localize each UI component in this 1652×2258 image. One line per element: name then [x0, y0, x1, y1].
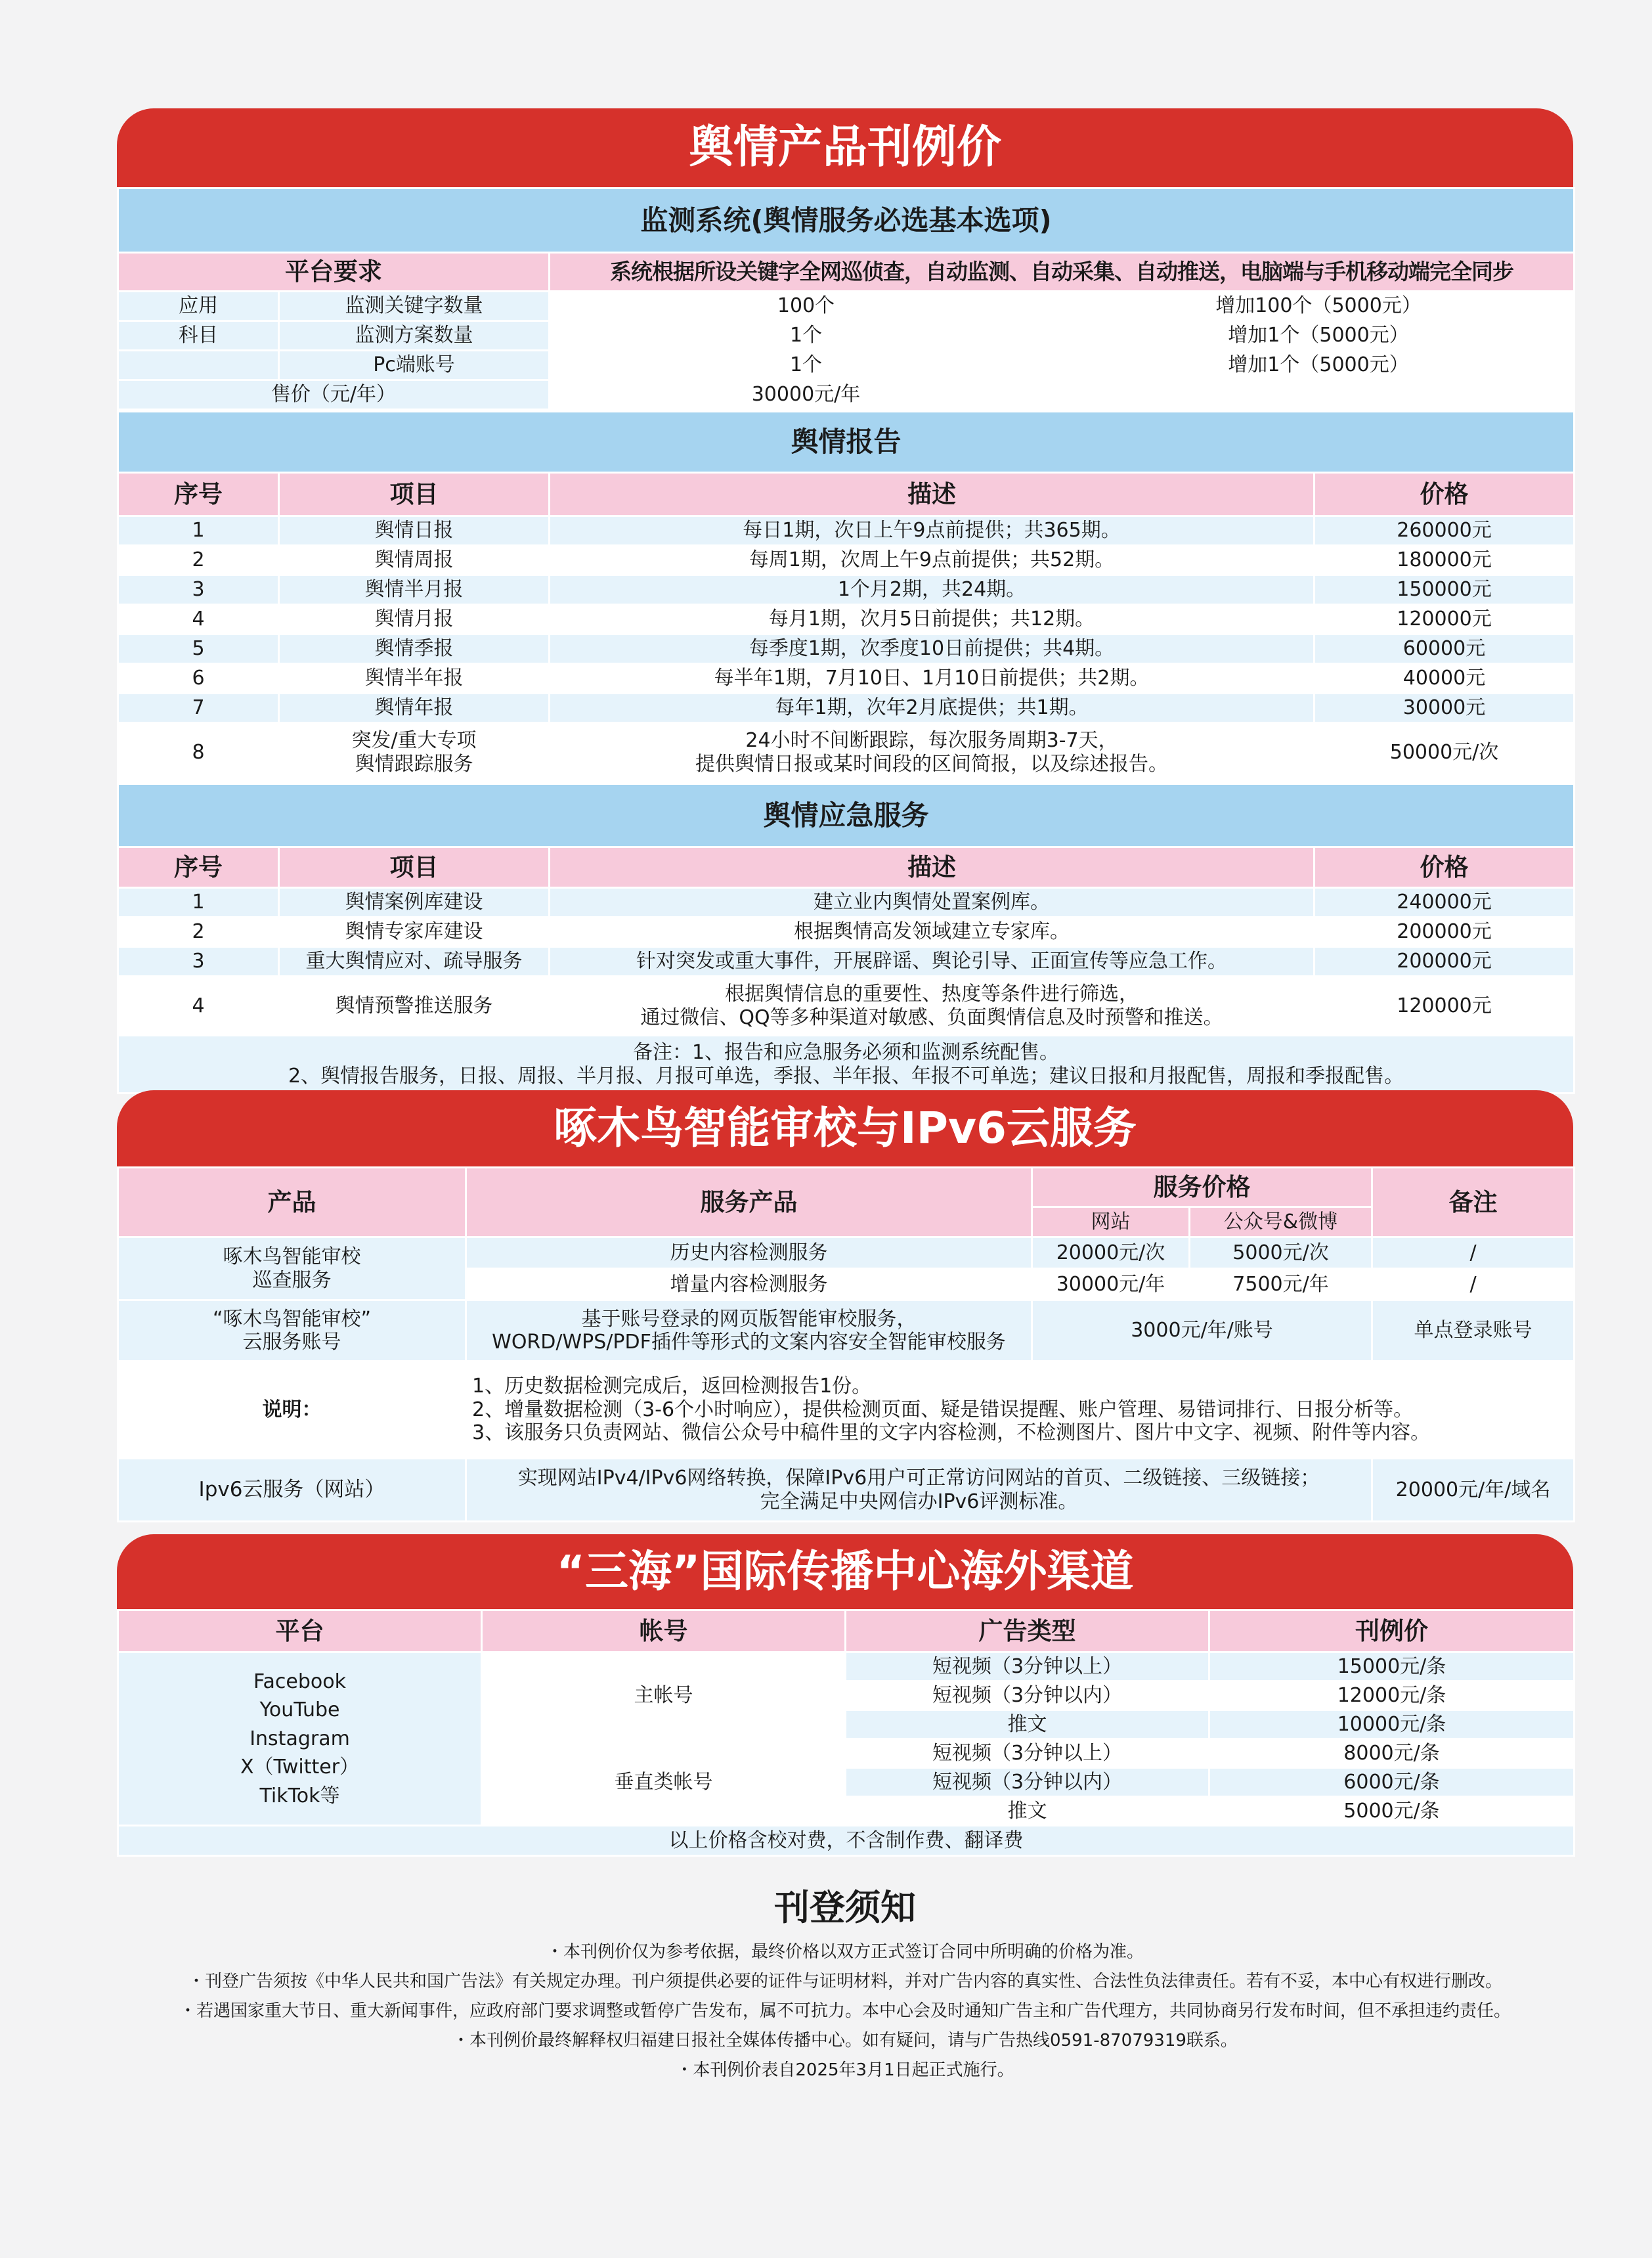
header-no: 序号	[118, 473, 279, 516]
monitor-system-table	[117, 187, 1575, 410]
ad-price: 5000元/条	[1209, 1797, 1575, 1826]
report-desc-multiline	[550, 723, 1315, 782]
emergency-no: 2	[118, 918, 279, 947]
ad-type: 短视频（3分钟以上）	[846, 1739, 1209, 1768]
monitor-price-blank	[1063, 380, 1575, 410]
platform-requirement-label: 平台要求	[118, 253, 550, 292]
product-name-line: 啄木鸟智能审校	[223, 1245, 361, 1269]
section-banner-overseas: “三海”国际传播中心海外渠道	[117, 1534, 1573, 1609]
monitor-item: Pc端账号	[279, 351, 550, 380]
ad-type: 推文	[846, 1797, 1209, 1826]
overseas-table	[117, 1609, 1575, 1857]
report-price: 180000元	[1315, 546, 1575, 575]
report-desc: 每周1期，次周上午9点前提供；共52期。	[550, 546, 1315, 575]
section-banner-public-opinion: 舆情产品刊例价	[117, 108, 1573, 187]
ad-type: 短视频（3分钟以内）	[846, 1768, 1209, 1797]
overseas-channel-section	[117, 1534, 1573, 1857]
header-service-price: 服务价格	[1032, 1168, 1372, 1207]
report-no: 6	[118, 664, 279, 694]
publication-notice	[117, 1878, 1573, 2085]
header-price: 价格	[1315, 847, 1575, 888]
explain-line: 2、增量数据检测（3-6个小时响应），提供检测页面、疑是错误提醒、账户管理、易错词排行、日报分析等。	[472, 1398, 1414, 1421]
emergency-price: 120000元	[1315, 977, 1575, 1036]
report-price: 40000元	[1315, 664, 1575, 694]
cloud-price: 3000元/年/账号	[1032, 1300, 1372, 1361]
audit-table	[117, 1166, 1575, 1522]
monitor-extra: 增加100个（5000元）	[1063, 292, 1575, 321]
emergency-item: 重大舆情应对、疏导服务	[279, 947, 550, 977]
emergency-item: 舆情专家库建设	[279, 918, 550, 947]
platform-youtube: YouTube	[259, 1698, 340, 1722]
header-website: 网站	[1032, 1207, 1190, 1237]
report-desc: 1个月2期，共24期。	[550, 575, 1315, 605]
ipv6-desc	[466, 1459, 1372, 1522]
report-item-line: 突发/重大专项	[351, 729, 477, 753]
section-banner-audit: 啄木鸟智能审校与IPv6云服务	[117, 1090, 1573, 1166]
header-no: 序号	[118, 847, 279, 888]
ad-type: 短视频（3分钟以内）	[846, 1681, 1209, 1710]
emergency-no: 4	[118, 977, 279, 1036]
platform-tiktok: TikTok等	[259, 1784, 340, 1807]
report-item-multiline	[279, 723, 550, 782]
header-account: 帐号	[482, 1610, 846, 1652]
header-desc: 描述	[550, 473, 1315, 516]
emergency-desc: 针对突发或重大事件，开展辟谣、舆论引导、正面宣传等应急工作。	[550, 947, 1315, 977]
audit-price-wechat: 5000元/次	[1190, 1237, 1372, 1269]
monitor-base: 1个	[550, 351, 1063, 380]
report-item: 舆情半月报	[279, 575, 550, 605]
report-title: 舆情报告	[118, 412, 1575, 473]
audit-service: 增量内容检测服务	[466, 1269, 1032, 1300]
platform-requirement-desc: 系统根据所设关键字全网巡侦查，自动监测、自动采集、自动推送，电脑端与手机移动端完全同步	[550, 253, 1575, 292]
ipv6-desc-line: 完全满足中央网信办IPv6评测标准。	[760, 1490, 1078, 1513]
product-name-line: “啄木鸟智能审校”	[212, 1307, 372, 1331]
report-item: 舆情年报	[279, 694, 550, 723]
report-price: 150000元	[1315, 575, 1575, 605]
emergency-title: 舆情应急服务	[118, 784, 1575, 847]
audit-price-web: 30000元/年	[1032, 1269, 1190, 1300]
report-price: 120000元	[1315, 605, 1575, 634]
platform-x-twitter: X（Twitter）	[240, 1756, 360, 1779]
header-rate: 刊例价	[1209, 1610, 1575, 1652]
monitor-item: 监测关键字数量	[279, 292, 550, 321]
ad-type: 推文	[846, 1710, 1209, 1739]
account-vertical: 垂直类帐号	[482, 1739, 846, 1826]
header-ad-type: 广告类型	[846, 1610, 1209, 1652]
audit-price-wechat: 7500元/年	[1190, 1269, 1372, 1300]
report-no: 7	[118, 694, 279, 723]
report-no: 3	[118, 575, 279, 605]
emergency-desc-line: 根据舆情信息的重要性、热度等条件进行筛选，	[725, 983, 1139, 1006]
monitor-base: 1个	[550, 321, 1063, 351]
report-item: 舆情月报	[279, 605, 550, 634]
report-desc: 每月1期，次月5日前提供；共12期。	[550, 605, 1315, 634]
report-item-line: 舆情跟踪服务	[355, 752, 473, 776]
emergency-item: 舆情案例库建设	[279, 888, 550, 918]
report-no: 2	[118, 546, 279, 575]
report-price: 60000元	[1315, 634, 1575, 664]
header-wechat-weibo: 公众号&微博	[1190, 1207, 1372, 1237]
report-no: 4	[118, 605, 279, 634]
report-item: 舆情半年报	[279, 664, 550, 694]
audit-product-name	[118, 1237, 466, 1300]
overseas-footnote: 以上价格含校对费，不含制作费、翻译费	[118, 1826, 1575, 1856]
ad-price: 15000元/条	[1209, 1652, 1575, 1681]
header-item: 项目	[279, 473, 550, 516]
ipv6-price: 20000元/年/域名	[1372, 1459, 1575, 1522]
monitor-price-value: 30000元/年	[550, 380, 1063, 410]
report-desc-line: 24小时不间断跟踪，每次服务周期3-7天，	[745, 729, 1118, 753]
report-no: 8	[118, 723, 279, 782]
emergency-table	[117, 783, 1575, 1094]
emergency-no: 1	[118, 888, 279, 918]
category-label-1: 应用	[118, 292, 279, 321]
emergency-desc: 根据舆情高发领域建立专家库。	[550, 918, 1315, 947]
explain-line: 3、该服务只负责网站、微信公众号中稿件里的文字内容检测，不检测图片、图片中文字、视频、附件等内容。	[472, 1421, 1431, 1445]
emergency-price: 200000元	[1315, 918, 1575, 947]
notice-item: ・本刊例价表自2025年3月1日起正式施行。	[676, 2060, 1014, 2080]
emergency-no: 3	[118, 947, 279, 977]
note-line: 备注：1、报告和应急服务必须和监测系统配售。	[632, 1041, 1060, 1065]
header-price: 价格	[1315, 473, 1575, 516]
emergency-desc: 建立业内舆情处置案例库。	[550, 888, 1315, 918]
emergency-notes	[118, 1036, 1575, 1094]
explain-lines	[466, 1361, 1575, 1459]
notice-item: ・本刊例价仅为参考依据，最终价格以双方正式签订合同中所明确的价格为准。	[546, 1942, 1144, 1962]
report-no: 1	[118, 516, 279, 546]
ad-type: 短视频（3分钟以上）	[846, 1652, 1209, 1681]
audit-ipv6-section	[117, 1090, 1573, 1522]
emergency-desc-multiline	[550, 977, 1315, 1036]
report-desc: 每日1期，次日上午9点前提供；共365期。	[550, 516, 1315, 546]
report-desc: 每半年1期，7月10日、1月10日前提供；共2期。	[550, 664, 1315, 694]
emergency-item: 舆情预警推送服务	[279, 977, 550, 1036]
report-item: 舆情周报	[279, 546, 550, 575]
audit-service: 历史内容检测服务	[466, 1237, 1032, 1269]
emergency-desc-line: 通过微信、QQ等多种渠道对敏感、负面舆情信息及时预警和推送。	[640, 1006, 1223, 1029]
emergency-price: 240000元	[1315, 888, 1575, 918]
ipv6-product-name: Ipv6云服务（网站）	[118, 1459, 466, 1522]
header-product: 产品	[118, 1168, 466, 1237]
ad-price: 12000元/条	[1209, 1681, 1575, 1710]
monitor-base: 100个	[550, 292, 1063, 321]
monitor-item: 监测方案数量	[279, 321, 550, 351]
report-table	[117, 410, 1575, 783]
category-label-2: 科目	[118, 321, 279, 351]
public-opinion-section	[117, 108, 1573, 1094]
ipv6-desc-line: 实现网站IPv4/IPv6网络转换，保障IPv6用户可正常访问网站的首页、二级链接、三级链接；	[517, 1467, 1320, 1490]
header-item: 项目	[279, 847, 550, 888]
ad-price: 6000元/条	[1209, 1768, 1575, 1797]
report-item: 舆情日报	[279, 516, 550, 546]
platform-instagram: Instagram	[250, 1727, 350, 1750]
product-name-line: 巡查服务	[252, 1268, 332, 1292]
category-label-blank	[118, 351, 279, 380]
ad-price: 8000元/条	[1209, 1739, 1575, 1768]
report-item: 舆情季报	[279, 634, 550, 664]
monitor-price-label: 售价（元/年）	[118, 380, 550, 410]
account-main: 主帐号	[482, 1652, 846, 1739]
notice-item: ・本刊例价最终解释权归福建日报社全媒体传播中心。如有疑问，请与广告热线0591-87079319联系。	[452, 2031, 1238, 2050]
report-desc: 每年1期，次年2月底提供；共1期。	[550, 694, 1315, 723]
report-price: 50000元/次	[1315, 723, 1575, 782]
audit-remark: /	[1372, 1237, 1575, 1269]
notice-item: ・刊登广告须按《中华人民共和国广告法》有关规定办理。刊户须提供必要的证件与证明材料，并对广告内容的真实性、合法性负法律责任。若有不妥，本中心有权进行删改。	[187, 1972, 1502, 1991]
header-desc: 描述	[550, 847, 1315, 888]
cloud-product-name	[118, 1300, 466, 1361]
explain-label: 说明：	[118, 1361, 466, 1459]
note-line: 2、舆情报告服务，日报、周报、半月报、月报可单选，季报、半年报、年报不可单选；建议日报和月报配售，周报和季报配售。	[288, 1064, 1404, 1088]
report-price: 260000元	[1315, 516, 1575, 546]
platform-list	[118, 1652, 482, 1826]
report-desc: 每季度1期，次季度10日前提供；共4期。	[550, 634, 1315, 664]
cloud-remark: 单点登录账号	[1372, 1300, 1575, 1361]
ad-price: 10000元/条	[1209, 1710, 1575, 1739]
header-remark: 备注	[1372, 1168, 1575, 1237]
notice-title: 刊登须知	[774, 1887, 916, 1928]
emergency-price: 200000元	[1315, 947, 1575, 977]
report-desc-line: 提供舆情日报或某时间段的区间简报，以及综述报告。	[695, 752, 1168, 776]
product-name-line: 云服务账号	[242, 1331, 341, 1354]
platform-facebook: Facebook	[253, 1670, 346, 1693]
audit-price-web: 20000元/次	[1032, 1237, 1190, 1269]
audit-remark: /	[1372, 1269, 1575, 1300]
notice-item: ・若遇国家重大节日、重大新闻事件，应政府部门要求调整或暂停广告发布，属不可抗力。本中心会及时通知广告主和广告代理方，共同协商另行发布时间，但不承担违约责任。	[179, 2001, 1511, 2021]
monitor-extra: 增加1个（5000元）	[1063, 321, 1575, 351]
report-price: 30000元	[1315, 694, 1575, 723]
explain-line: 1、历史数据检测完成后，返回检测报告1份。	[472, 1375, 872, 1398]
cloud-service	[466, 1300, 1032, 1361]
header-service: 服务产品	[466, 1168, 1032, 1237]
header-platform: 平台	[118, 1610, 482, 1652]
monitor-extra: 增加1个（5000元）	[1063, 351, 1575, 380]
cloud-service-line: 基于账号登录的网页版智能审校服务，	[581, 1307, 917, 1331]
monitor-system-title: 监测系统(舆情服务必选基本选项)	[118, 188, 1575, 253]
report-no: 5	[118, 634, 279, 664]
cloud-service-line: WORD/WPS/PDF插件等形式的文案内容安全智能审校服务	[492, 1331, 1006, 1354]
